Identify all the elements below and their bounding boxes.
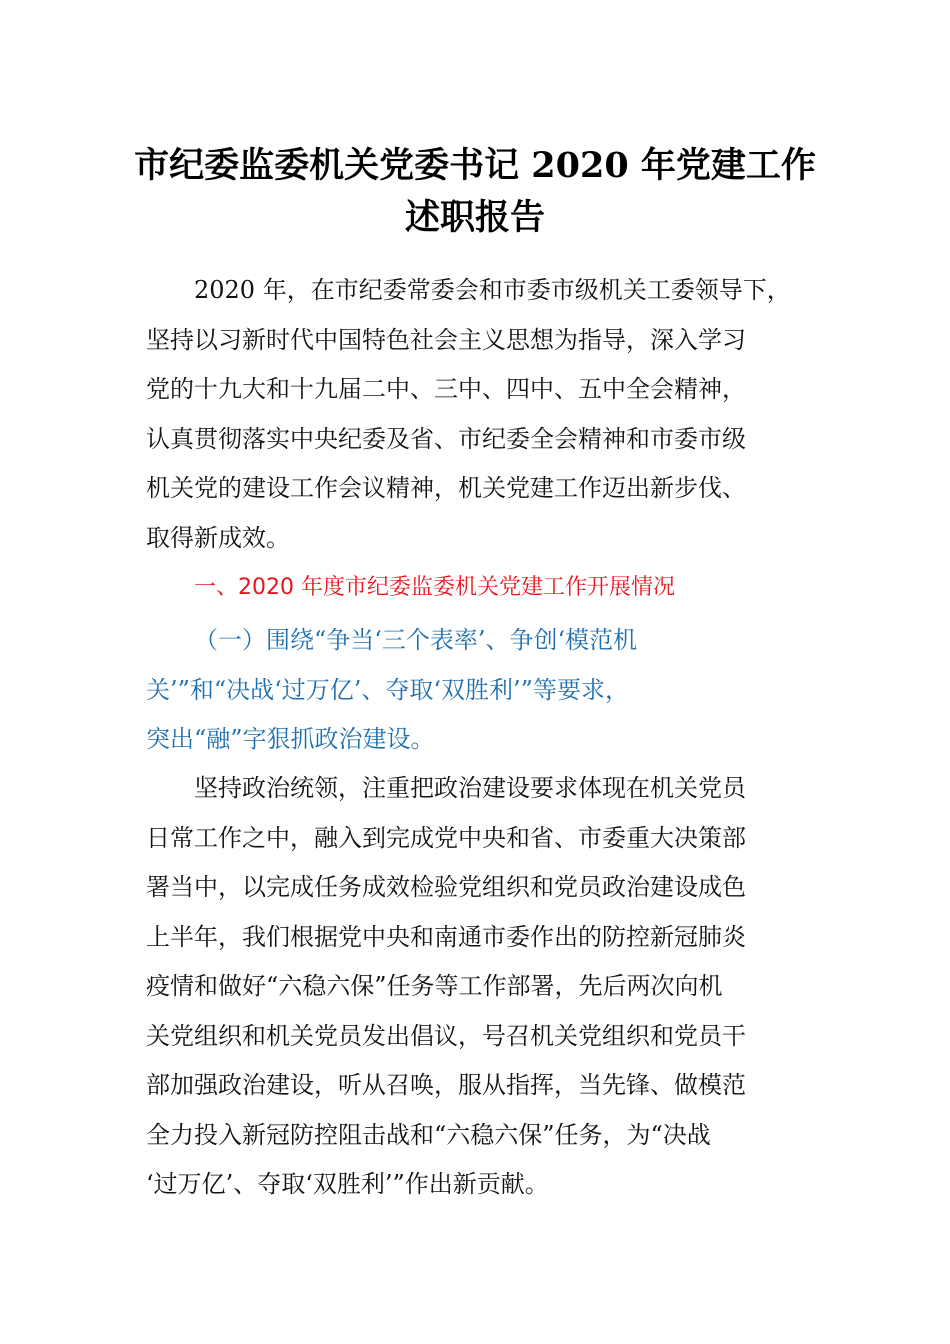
paragraph-line: 关党组织和机关党员发出倡议，号召机关党组织和党员干 [146, 1021, 746, 1050]
paragraph-line: 日常工作之中，融入到完成党中央和省、市委重大决策部 [146, 823, 746, 852]
paragraph-line: 取得新成效。 [146, 523, 290, 552]
paragraph-line: 署当中，以完成任务成效检验党组织和党员政治建设成色 [146, 873, 746, 901]
paragraph-line: 坚持政治统领，注重把政治建设要求体现在机关党员 [194, 774, 746, 802]
body-paragraph [146, 764, 816, 1210]
paragraph-line: 机关党的建设工作会议精神，机关党建工作迈出新步伐、 [146, 474, 746, 502]
document-title-line-1: 市纪委监委机关党委书记 2020 年党建工作 [134, 145, 816, 186]
intro-paragraph [146, 266, 816, 563]
heading-line: 关’”和“决战‘过万亿’、夺取‘双胜利’”等要求， [146, 675, 629, 704]
paragraph-line: 认真贯彻落实中央纪委及省、市纪委全会精神和市委市级 [146, 424, 746, 453]
paragraph-line: 2020 年，在市纪委常委会和市委市级机关工委领导下， [194, 276, 791, 304]
section-heading-1: 一、2020 年度市纪委监委机关党建工作开展情况 [194, 575, 675, 600]
heading-line: （一）围绕“争当‘三个表率’、争创‘模范机 [194, 626, 638, 654]
document-title-line-2: 述职报告 [404, 197, 545, 238]
paragraph-line: ‘过万亿’、夺取‘双胜利’”作出新贡献。 [146, 1170, 549, 1198]
heading-line: 突出“融”字狠抓政治建设。 [146, 725, 435, 753]
paragraph-line: 坚持以习新时代中国特色社会主义思想为指导，深入学习 [146, 325, 746, 354]
paragraph-line: 党的十九大和十九届二中、三中、四中、五中全会精神， [146, 375, 746, 403]
paragraph-line: 疫情和做好“六稳六保”任务等工作部署，先后两次向机 [146, 972, 723, 1000]
subsection-heading [146, 616, 816, 765]
paragraph-line: 全力投入新冠防控阻击战和“六稳六保”任务，为“决战 [146, 1120, 711, 1149]
paragraph-line: 上半年，我们根据党中央和南通市委作出的防控新冠肺炎 [146, 922, 746, 951]
paragraph-line: 部加强政治建设，听从召唤，服从指挥，当先锋、做模范 [146, 1071, 746, 1099]
